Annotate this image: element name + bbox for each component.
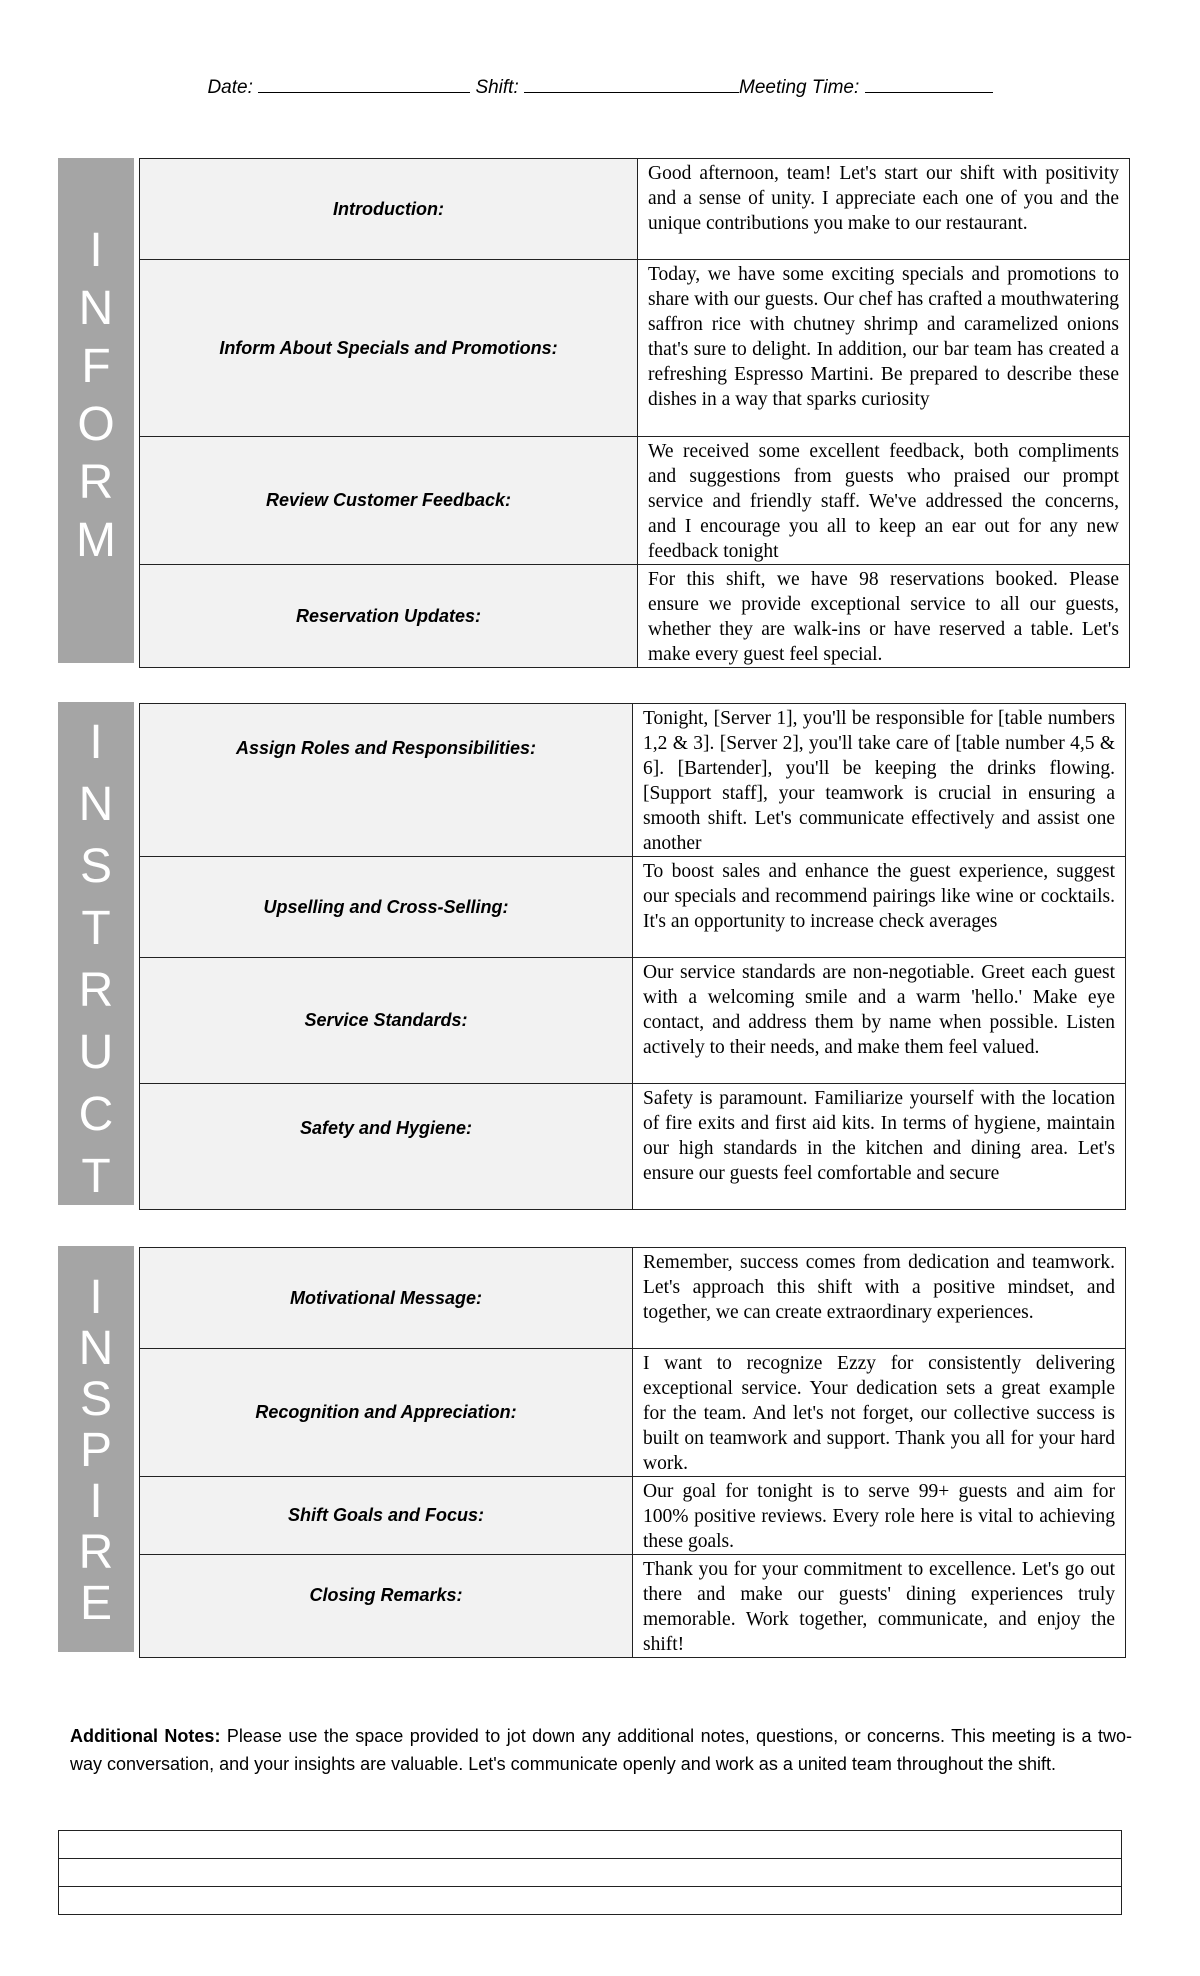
side-letter: N (78, 1322, 114, 1375)
side-letter: I (89, 224, 103, 277)
notes-line (59, 1831, 1122, 1859)
meeting-time-label: Meeting Time: (739, 77, 860, 98)
side-letter: I (89, 716, 103, 769)
date-field[interactable] (258, 74, 470, 93)
table-row (140, 565, 1130, 668)
row-label: Assign Roles and Responsibilities: (140, 704, 633, 857)
inform-table (139, 158, 1130, 668)
row-label: Closing Remarks: (140, 1555, 633, 1658)
row-text: Today, we have some exciting specials and promotions to share with our guests. Our chef has crafted a mouthwatering saffron rice with chutney shrimp and caramelized onions that's sure to delight. In addition, our bar team has created a refreshing Espresso Martini. Be prepared to describe these dishes in a way that sparks curiosity (638, 260, 1130, 437)
inspire-table (139, 1247, 1126, 1658)
table-row (140, 159, 1130, 260)
row-text: Thank you for your commitment to excellence. Let's go out there and make our guests' dining experiences truly memorable. Work together, communicate, and enjoy the shift! (633, 1555, 1126, 1658)
table-row (140, 1555, 1126, 1658)
notes-line-field[interactable] (59, 1831, 1122, 1859)
table-row (140, 704, 1126, 857)
row-text: For this shift, we have 98 reservations booked. Please ensure we provide exceptional service to all our guests, whether they are walk-ins or have reserved a table. Let's make every guest feel special. (638, 565, 1130, 668)
side-letter: I (89, 1475, 103, 1528)
table-row (140, 857, 1126, 958)
notes-line (59, 1887, 1122, 1915)
inspire-side-bar (58, 1246, 134, 1652)
side-letter: R (78, 964, 114, 1017)
instruct-table (139, 703, 1126, 1210)
side-letter: T (81, 902, 111, 955)
table-row (140, 437, 1130, 565)
side-letter: F (81, 340, 111, 393)
row-text: Good afternoon, team! Let's start our shift with positivity and a sense of unity. I appreciate each one of you and the unique contributions you make to our restaurant. (638, 159, 1130, 260)
date-label: Date: (207, 77, 253, 98)
row-label: Service Standards: (140, 958, 633, 1084)
row-label: Review Customer Feedback: (140, 437, 638, 565)
row-label: Upselling and Cross-Selling: (140, 857, 633, 958)
table-row (140, 1349, 1126, 1477)
row-text: I want to recognize Ezzy for consistently delivering exceptional service. Your dedication sets a great example for the team. And let's not forget, our collective success is built on teamwork and support. Thank you all for your hard work. (633, 1349, 1126, 1477)
side-letter: C (78, 1088, 114, 1141)
row-label: Safety and Hygiene: (140, 1084, 633, 1210)
notes-line-field[interactable] (59, 1887, 1122, 1915)
side-letter: R (78, 1526, 114, 1579)
header-line (0, 74, 1200, 99)
inform-side-bar (58, 158, 134, 663)
table-row (140, 260, 1130, 437)
side-letter: N (78, 778, 114, 831)
side-letter: T (81, 1150, 111, 1203)
side-letter: R (78, 456, 114, 509)
row-label: Shift Goals and Focus: (140, 1477, 633, 1555)
table-row (140, 1477, 1126, 1555)
side-letter: S (79, 1373, 112, 1426)
notes-lines-table (58, 1830, 1122, 1915)
side-letter: N (78, 282, 114, 335)
row-label: Recognition and Appreciation: (140, 1349, 633, 1477)
table-row (140, 1084, 1126, 1210)
side-letter: E (79, 1577, 112, 1630)
row-text: Remember, success comes from dedication and teamwork. Let's approach this shift with a positive mindset, and together, we can create extraordinary experiences. (633, 1248, 1126, 1349)
row-label: Reservation Updates: (140, 565, 638, 668)
row-text: Safety is paramount. Familiarize yourself with the location of fire exits and first aid kits. In terms of hygiene, maintain our high standards in the kitchen and dining area. Let's ensure our guests feel comfortable and secure (633, 1084, 1126, 1210)
row-label: Motivational Message: (140, 1248, 633, 1349)
notes-line (59, 1859, 1122, 1887)
row-label: Introduction: (140, 159, 638, 260)
side-letter: M (76, 514, 116, 567)
row-text: We received some excellent feedback, both compliments and suggestions from guests who praised our prompt service and friendly staff. We've addressed the concerns, and I encourage you all to keep an ear out for any new feedback tonight (638, 437, 1130, 565)
notes-title: Additional Notes: (70, 1726, 221, 1746)
row-text: Our goal for tonight is to serve 99+ guests and aim for 100% positive reviews. Every role here is vital to achieving these goals. (633, 1477, 1126, 1555)
side-letter: U (78, 1026, 114, 1079)
side-letter: S (79, 840, 112, 893)
row-text: Our service standards are non-negotiable. Greet each guest with a welcoming smile and a warm 'hello.' Make eye contact, and address them by name when possible. Listen actively to their needs, and make them feel valued. (633, 958, 1126, 1084)
additional-notes (70, 1722, 1132, 1778)
shift-label: Shift: (475, 77, 519, 98)
row-text: Tonight, [Server 1], you'll be responsible for [table numbers 1,2 & 3]. [Server 2], you'll take care of [table number 4,5 & 6]. [Bartender], you'll be keeping the drinks flowing. [Support staff], your teamwork is crucial in ensuring a smooth shift. Let's communicate effectively and assist one another (633, 704, 1126, 857)
shift-field[interactable] (524, 74, 739, 93)
table-row (140, 1248, 1126, 1349)
notes-line-field[interactable] (59, 1859, 1122, 1887)
side-letter: P (79, 1424, 112, 1477)
side-letter: I (89, 1271, 103, 1324)
instruct-side-bar (58, 702, 134, 1205)
side-letter: O (77, 398, 115, 451)
row-text: To boost sales and enhance the guest experience, suggest our specials and recommend pairings like wine or cocktails. It's an opportunity to increase check averages (633, 857, 1126, 958)
table-row (140, 958, 1126, 1084)
meeting-time-field[interactable] (865, 74, 993, 93)
row-label: Inform About Specials and Promotions: (140, 260, 638, 437)
notes-text: Please use the space provided to jot down any additional notes, questions, or concerns. This meeting is a two-way conversation, and your insights are valuable. Let's communicate openly and work as a united team throughout the shift. (70, 1726, 1132, 1774)
